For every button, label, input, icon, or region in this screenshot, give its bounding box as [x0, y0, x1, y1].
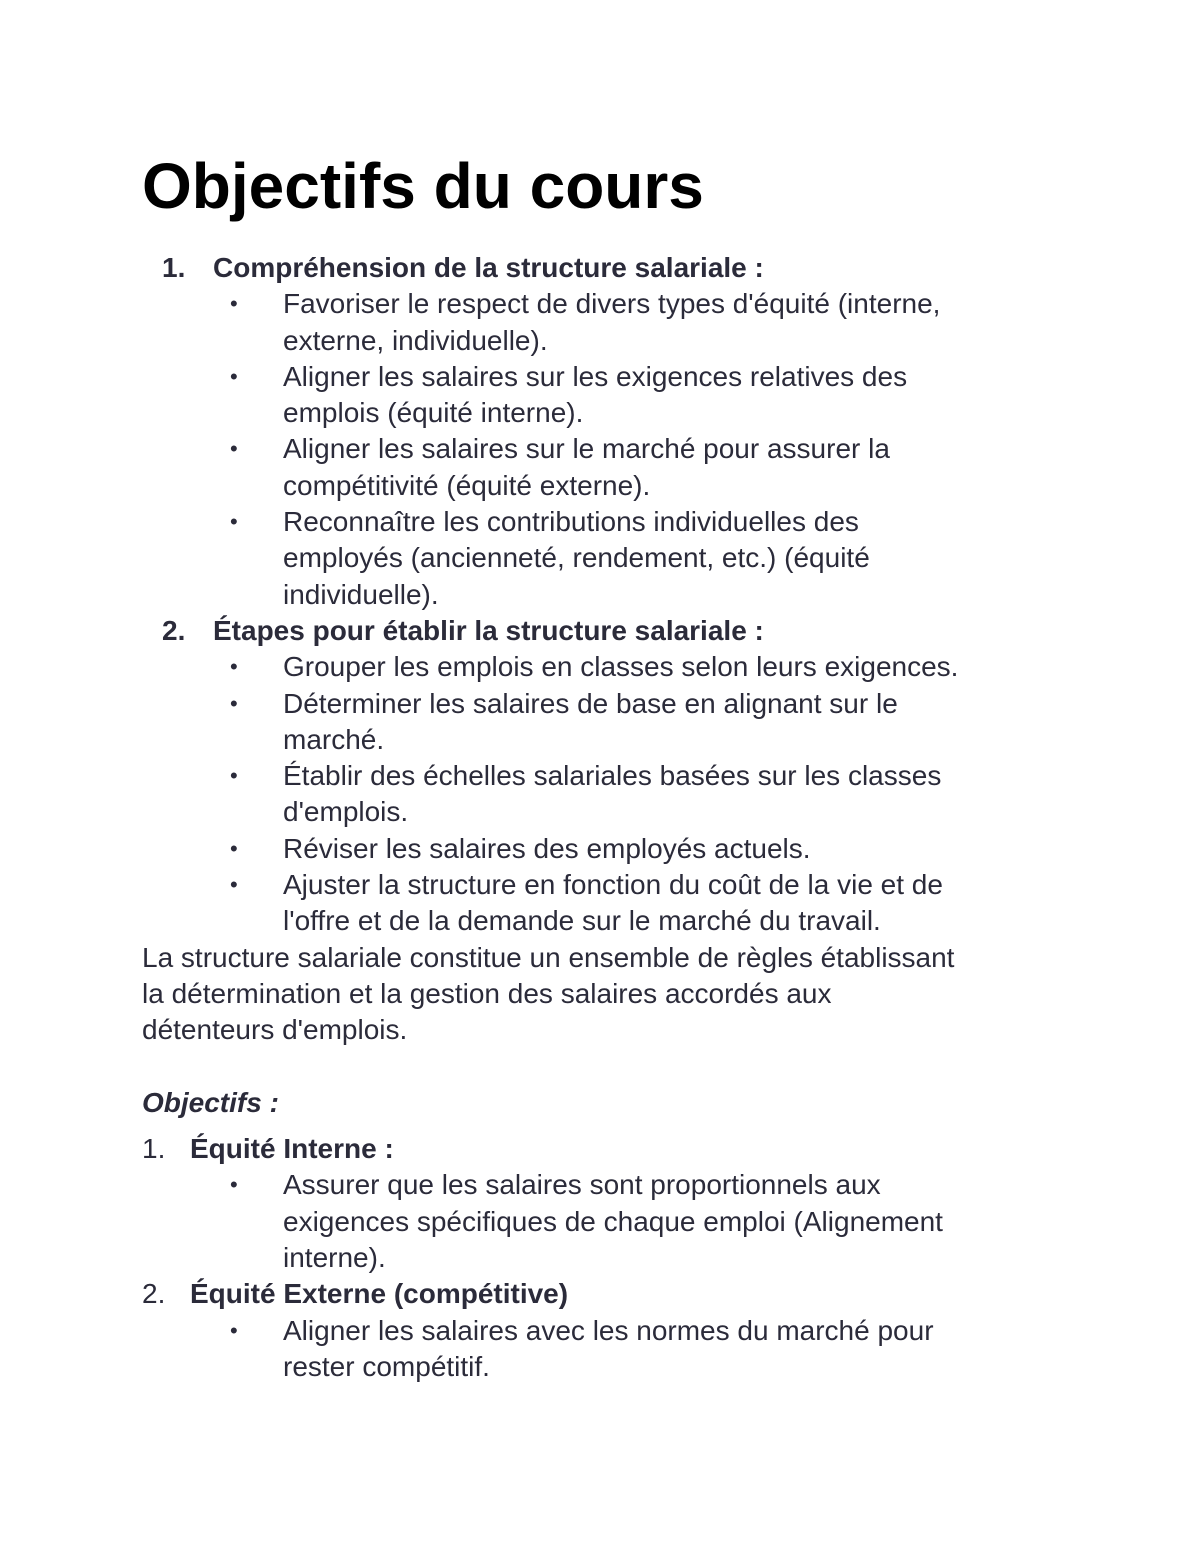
list-item-line: Grouper les emplois en classes selon leurs exigences.: [283, 651, 959, 683]
list-item: [142, 504, 1082, 613]
bullet-icon: •: [230, 436, 238, 462]
list-item-line: Aligner les salaires sur les exigences relatives des: [283, 360, 908, 392]
bullet-icon: •: [230, 654, 238, 680]
definition-paragraph: [142, 940, 1082, 1049]
list-number: 1.: [162, 252, 186, 283]
list-item: [142, 1167, 1082, 1276]
bullet-icon: •: [230, 690, 238, 716]
bullet-icon: •: [230, 291, 238, 317]
paragraph-line: la détermination et la gestion des salaires accordés aux: [142, 977, 832, 1009]
objectives-heading: Objectifs :: [142, 1086, 279, 1118]
section-heading: [142, 613, 1082, 649]
list-item: [142, 758, 1082, 831]
bullet-icon: •: [230, 363, 238, 389]
numbered-section: [142, 1276, 1082, 1385]
list-item-line: rester compétitif.: [283, 1350, 490, 1382]
numbered-section: [142, 613, 1082, 940]
list-item-line: externe, individuelle).: [283, 324, 548, 356]
list-item-line: Ajuster la structure en fonction du coût de la vie et de: [283, 869, 943, 901]
list-item-line: Réviser les salaires des employés actuels.: [283, 832, 811, 864]
list-item: [142, 686, 1082, 759]
bullet-icon: •: [230, 763, 238, 789]
list-number: 2.: [142, 1278, 166, 1310]
section-heading: [142, 1276, 1082, 1312]
section-heading-text: Équité Externe (compétitive): [190, 1278, 569, 1310]
list-item: [142, 1313, 1082, 1386]
list-item: [142, 649, 1082, 685]
bullet-icon: •: [230, 1172, 238, 1198]
page-title: Objectifs du cours: [142, 150, 704, 222]
bullet-icon: •: [230, 835, 238, 861]
list-item-line: compétitivité (équité externe).: [283, 469, 651, 501]
course-objectives-list: [142, 250, 1082, 1385]
bullet-icon: •: [230, 509, 238, 535]
list-item-line: Aligner les salaires avec les normes du marché pour: [283, 1314, 934, 1346]
list-item-line: emplois (équité interne).: [283, 397, 584, 429]
list-item: [142, 286, 1082, 359]
list-item: [142, 359, 1082, 432]
section-heading: [142, 250, 1082, 286]
list-item-line: Assurer que les salaires sont proportionnels aux: [283, 1169, 881, 1201]
numbered-section: [142, 250, 1082, 613]
paragraph-line: détenteurs d'emplois.: [142, 1014, 408, 1046]
list-item: [142, 831, 1082, 867]
list-item-line: Aligner les salaires sur le marché pour assurer la: [283, 433, 890, 465]
section-heading-text: Équité Interne :: [190, 1133, 394, 1165]
bullet-icon: •: [230, 1317, 238, 1343]
list-item-line: l'offre et de la demande sur le marché du travail.: [283, 905, 881, 937]
list-item-line: d'emplois.: [283, 796, 409, 828]
list-item-line: Déterminer les salaires de base en alignant sur le: [283, 687, 898, 719]
list-item-line: marché.: [283, 723, 385, 755]
list-number: 2.: [162, 614, 186, 646]
list-item: [142, 431, 1082, 504]
section-heading-text: Étapes pour établir la structure salariale :: [213, 614, 764, 646]
list-item-line: individuelle).: [283, 578, 439, 610]
list-item: [142, 867, 1082, 940]
list-item-line: employés (ancienneté, rendement, etc.) (équité: [283, 542, 870, 574]
paragraph-line: La structure salariale constitue un ensemble de règles établissant: [142, 941, 955, 973]
numbered-section: [142, 1131, 1082, 1276]
list-item-line: Établir des échelles salariales basées sur les classes: [283, 760, 942, 792]
bullet-icon: •: [230, 872, 238, 898]
list-number: 1.: [142, 1133, 166, 1165]
section-heading: [142, 1131, 1082, 1167]
section-heading-text: Compréhension de la structure salariale :: [213, 252, 764, 283]
list-item-line: exigences spécifiques de chaque emploi (Alignement: [283, 1205, 943, 1237]
list-item-line: interne).: [283, 1242, 386, 1274]
list-item-line: Reconnaître les contributions individuelles des: [283, 506, 859, 538]
list-item-line: Favoriser le respect de divers types d'équité (interne,: [283, 288, 941, 320]
